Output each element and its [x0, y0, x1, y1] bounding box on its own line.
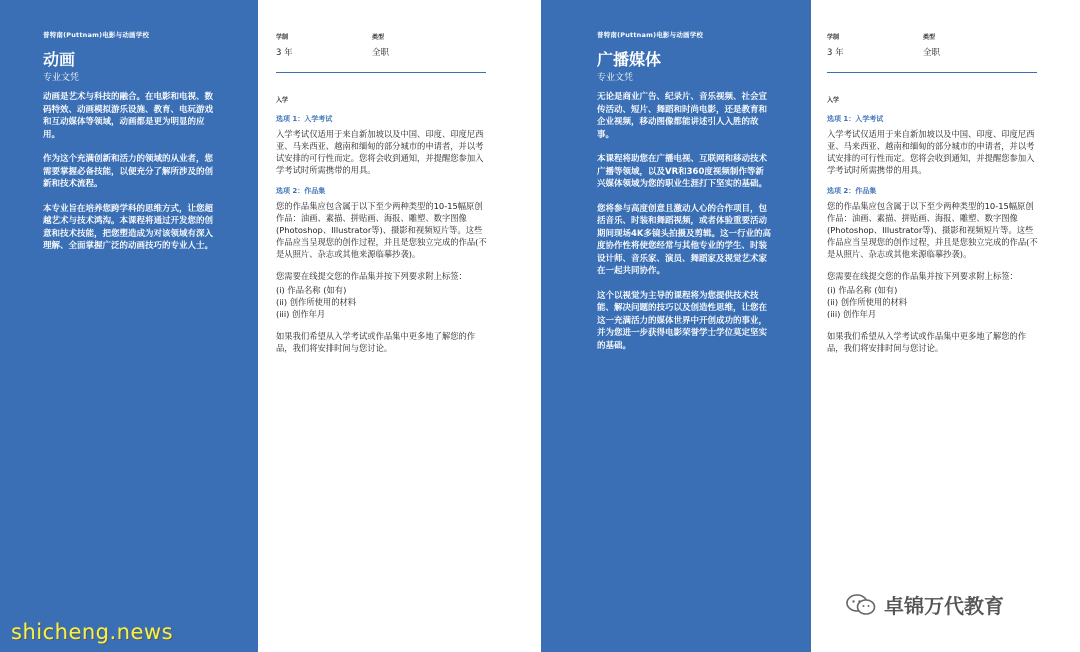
option2-text: 您的作品集应包含属于以下至少两种类型的10-15幅原创作品：油画、素描、拼贴画、海报、雕塑、数字图像(Photoshop、Illustrator等)、摄影和视频短片等。这些作品应当呈现您的创作过程，并且是您独立完成的作品(不是从照片、杂志或其他来源临摹抄袭)。	[827, 201, 1038, 259]
duration-label: 学制	[827, 34, 840, 41]
intro-paragraph: 动画是艺术与科技的融合。在电影和电视、数码特效、动画模拟游乐设施、教育、电玩游戏和互动媒体等领域，动画都是更为明显的应用。	[43, 92, 214, 140]
option1-title: 选项 1：入学考试	[827, 115, 884, 123]
list-item: (iii) 创作年月	[827, 309, 877, 319]
intro-paragraph: 本专业旨在培养您跨学科的思维方式，让您超越艺术与技术鸿沟。本课程将通过开发您的创意和技术技能，把您塑造成为对该领域有深入理解、全面掌握广泛的动画技巧的专业人士。	[43, 203, 214, 251]
portfolio-intro: 您需要在线提交您的作品集并按下列要求附上标签：	[827, 271, 1018, 281]
course-meta	[276, 32, 486, 58]
animation-admission-panel	[258, 0, 541, 652]
option2-text: 您的作品集应包含属于以下至少两种类型的10-15幅原创作品：油画、素描、拼贴画、海报、雕塑、数字图像(Photoshop、Illustrator等)、摄影和视频短片等。这些作品应当呈现您的创作过程，并且是您独立完成的作品(不是从照片、杂志或其他来源临摹抄袭)。	[276, 201, 487, 259]
duration-label: 学制	[276, 34, 289, 41]
portfolio-list	[276, 284, 541, 320]
portfolio-intro: 您需要在线提交您的作品集并按下列要求附上标签：	[276, 271, 467, 281]
intro-paragraph: 这个以视觉为主导的课程将为您提供技术技能、解决问题的技巧以及创造性思维，让您在这一充满活力的媒体世界中开创成功的事业，并为您进一步获得电影荣誉学士学位莫定坚实的基础。	[597, 290, 768, 351]
intro-paragraph: 作为这个充满创新和活力的领域的从业者，您需要掌握必备技能，以便充分了解所涉及的创新和技术流程。	[43, 154, 214, 189]
option1-title: 选项 1：入学考试	[276, 115, 333, 123]
list-item: (i) 作品名称 (如有)	[276, 285, 347, 295]
course-meta	[827, 32, 1037, 58]
intro-paragraph: 无论是商业广告、纪录片、音乐视频、社会宣传活动、短片、舞蹈和时尚电影，还是教育和企业视频，移动图像都能讲述引人入胜的故事。	[597, 92, 768, 140]
list-item: (i) 作品名称 (如有)	[827, 285, 898, 295]
divider	[827, 72, 1037, 73]
course-subtitle: 专业文凭	[43, 73, 80, 83]
closing-text: 如果我们希望从入学考试或作品集中更多地了解您的作品，我们将安排时间与您讨论。	[827, 331, 1027, 353]
list-item: (iii) 创作年月	[276, 309, 326, 319]
type-value: 全职	[372, 48, 390, 58]
type-value: 全职	[923, 48, 941, 58]
watermark-account	[846, 590, 1004, 619]
admission-label: 入学	[276, 97, 289, 104]
option2-title: 选项 2：作品集	[827, 187, 877, 195]
option1-text: 入学考试仅适用于来自新加坡以及中国、印度、印度尼西亚、马来西亚、越南和缅甸的部分城市的申请者，并以考试安排的可行性而定。您将会收到通知，并提醒您参加入学考试时所需携带的用具。	[827, 129, 1035, 175]
broadcast-admission-panel	[811, 0, 1080, 652]
duration-value: 3 年	[276, 48, 293, 58]
course-title: 动画	[43, 50, 76, 69]
duration-value: 3 年	[827, 48, 844, 58]
option1-text: 入学考试仅适用于来自新加坡以及中国、印度、印度尼西亚、马来西亚、越南和缅甸的部分城市的申请者，并以考试安排的可行性而定。您将会收到通知，并提醒您参加入学考试时所需携带的用具。	[276, 129, 484, 175]
broadcast-intro-panel	[541, 0, 811, 652]
option2-title: 选项 2：作品集	[276, 187, 326, 195]
course-title: 广播媒体	[597, 50, 662, 69]
admission-label: 入学	[827, 97, 840, 104]
type-label: 类型	[923, 34, 936, 41]
intro-paragraph: 您将参与高度创意且激动人心的合作项目，包括音乐、时装和舞蹈视频，或者体验重要活动期间现场4K多镜头拍摄及剪辑。这一行业的高度协作性将使您经常与其他专业的学生、时装设计师、音乐家、演员、舞蹈家及视觉艺术家在一起共同协作。	[597, 203, 772, 276]
wechat-icon	[846, 594, 876, 616]
watermark-account-name: 卓锦万代教育	[884, 594, 1004, 618]
school-name: 普特南(Puttnam)电影与动画学校	[43, 31, 150, 39]
list-item: (ii) 创作所使用的材料	[827, 297, 908, 307]
animation-intro-panel	[0, 0, 258, 652]
intro-paragraph: 本课程将助您在广播电视、互联网和移动技术广播等领域，以及VR和360度视频制作等新兴媒体领域为您的职业生涯打下坚实的基础。	[597, 154, 768, 189]
watermark-site: shicheng.news	[11, 620, 174, 644]
type-label: 类型	[372, 34, 385, 41]
closing-text: 如果我们希望从入学考试或作品集中更多地了解您的作品，我们将安排时间与您讨论。	[276, 331, 476, 353]
divider	[276, 72, 486, 73]
portfolio-list	[827, 284, 1080, 320]
list-item: (ii) 创作所使用的材料	[276, 297, 357, 307]
school-name: 普特南(Puttnam)电影与动画学校	[597, 31, 704, 39]
course-subtitle: 专业文凭	[597, 73, 634, 83]
